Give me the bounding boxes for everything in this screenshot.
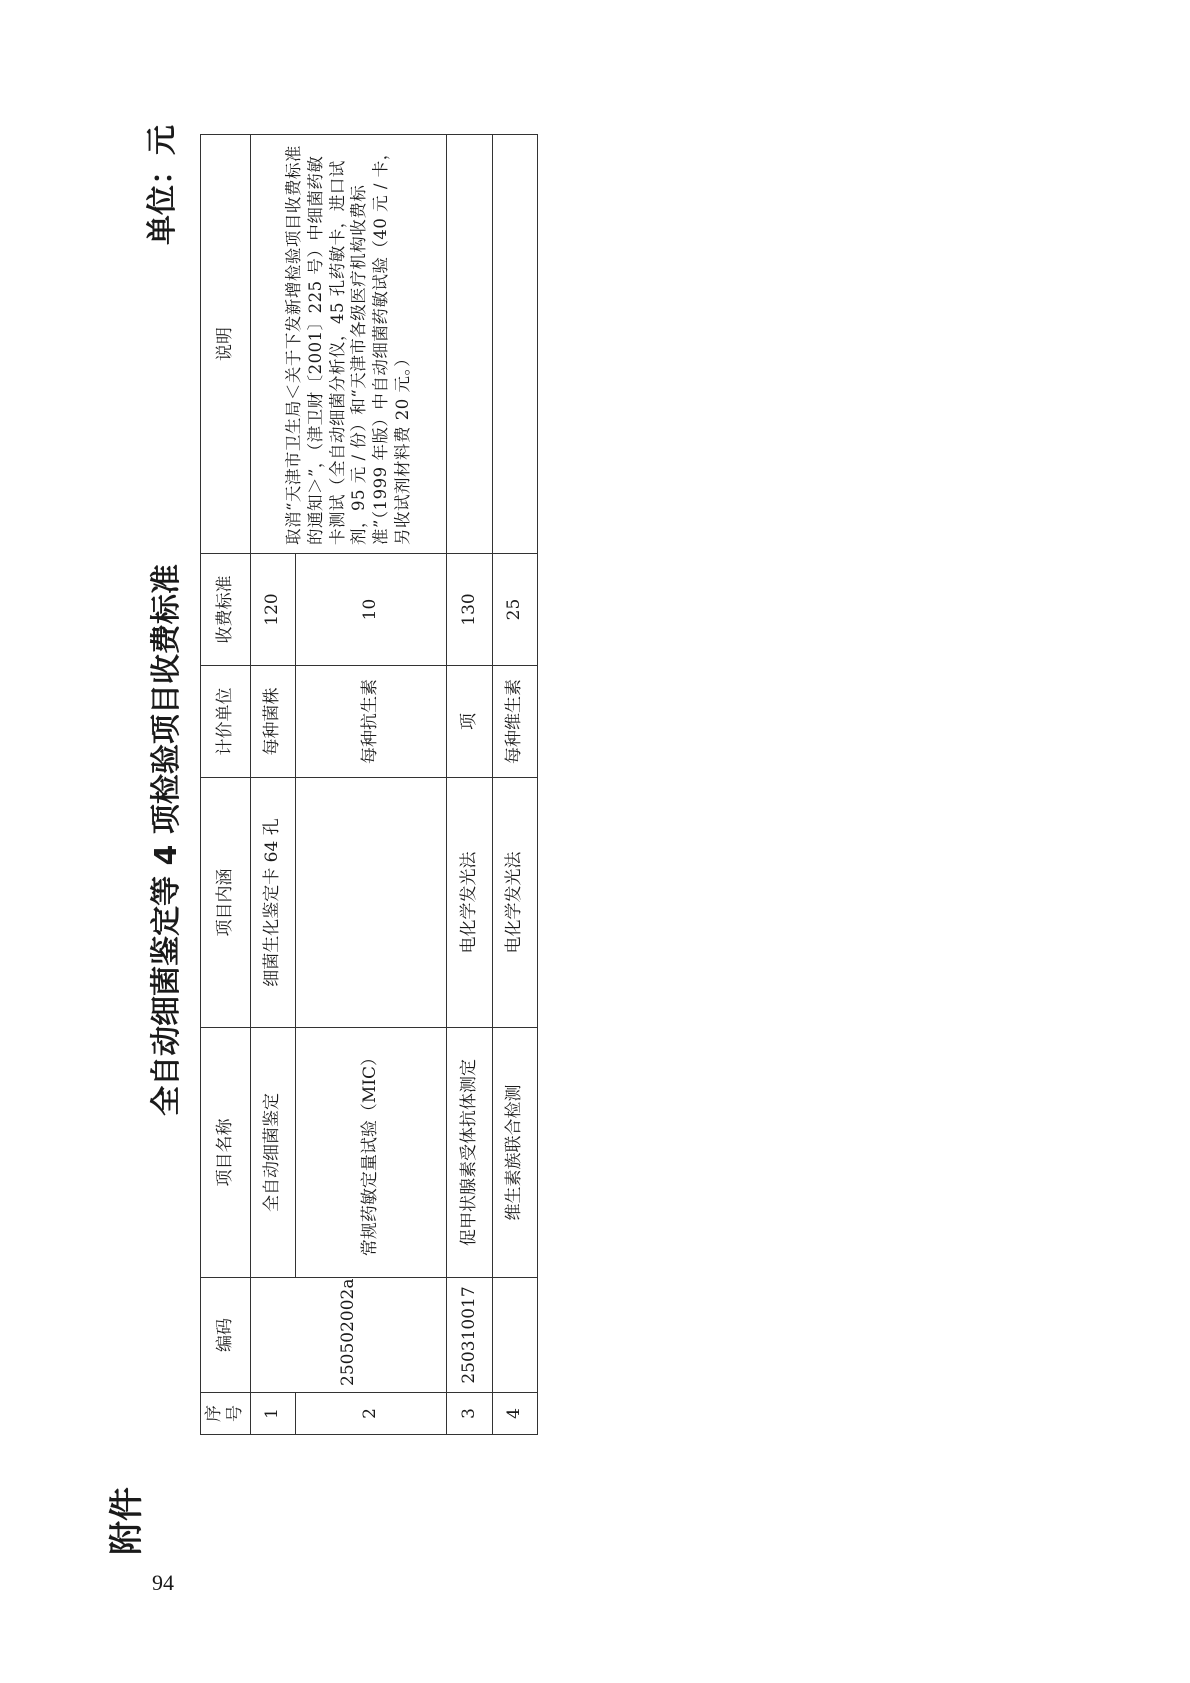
cell-name: 促甲状腺素受体抗体测定 <box>447 1028 492 1278</box>
header-no: 序号 <box>201 1393 251 1435</box>
header-note: 说明 <box>201 135 251 554</box>
header-unit: 计价单位 <box>201 666 251 778</box>
cell-unit: 每种抗生素 <box>295 666 446 778</box>
cell-content: 细菌生化鉴定卡 64 孔 <box>250 778 295 1028</box>
cell-content: 电化学发光法 <box>492 778 537 1028</box>
cell-no: 1 <box>250 1393 295 1435</box>
page-title: 全自动细菌鉴定等 4 项检验项目收费标准 <box>149 564 184 1116</box>
page-number: 94 <box>152 1570 174 1595</box>
fee-table <box>200 134 538 1435</box>
table-row <box>447 135 492 1435</box>
table-header-row <box>201 135 251 1435</box>
cell-no: 3 <box>447 1393 492 1435</box>
cell-unit: 每种菌株 <box>250 666 295 778</box>
cell-unit: 每种维生素 <box>492 666 537 778</box>
table-row <box>250 135 295 1435</box>
cell-fee: 120 <box>250 554 295 666</box>
rotated-page-content <box>95 125 655 1555</box>
cell-fee: 10 <box>295 554 446 666</box>
cell-no: 4 <box>492 1393 537 1435</box>
cell-code: 250502002a <box>250 1278 447 1393</box>
cell-unit: 项 <box>447 666 492 778</box>
cell-code: 250310017 <box>447 1278 492 1393</box>
cell-fee: 25 <box>492 554 537 666</box>
header-content: 项目内涵 <box>201 778 251 1028</box>
cell-name: 全自动细菌鉴定 <box>250 1028 295 1278</box>
header-code: 编码 <box>201 1278 251 1393</box>
cell-content: 电化学发光法 <box>447 778 492 1028</box>
cell-content <box>295 778 446 1028</box>
unit-label: 单位：元 <box>145 125 180 245</box>
header-fee: 收费标准 <box>201 554 251 666</box>
cell-note <box>492 135 537 554</box>
cell-name: 维生素族联合检测 <box>492 1028 537 1278</box>
cell-note: 取消“天津市卫生局＜关于下发新增检验项目收费标准的通知＞”，（津卫财〔2001〕225 号）中细菌药敏卡测试（全自动细菌分析仪，45 孔药敏卡，进口试剂，95 元 / 份）和“天津市各级医疗机构收费标准”（1999 年版）中自动细菌药敏试验（40 元 / 卡，另收试剂材料费 20 元。） <box>250 135 447 554</box>
cell-no: 2 <box>295 1393 446 1435</box>
cell-code <box>492 1278 537 1393</box>
attachment-label: 附件 <box>107 1487 147 1555</box>
cell-name: 常规药敏定量试验（MIC） <box>295 1028 446 1278</box>
table-row <box>492 135 537 1435</box>
cell-note <box>447 135 492 554</box>
cell-fee: 130 <box>447 554 492 666</box>
header-name: 项目名称 <box>201 1028 251 1278</box>
